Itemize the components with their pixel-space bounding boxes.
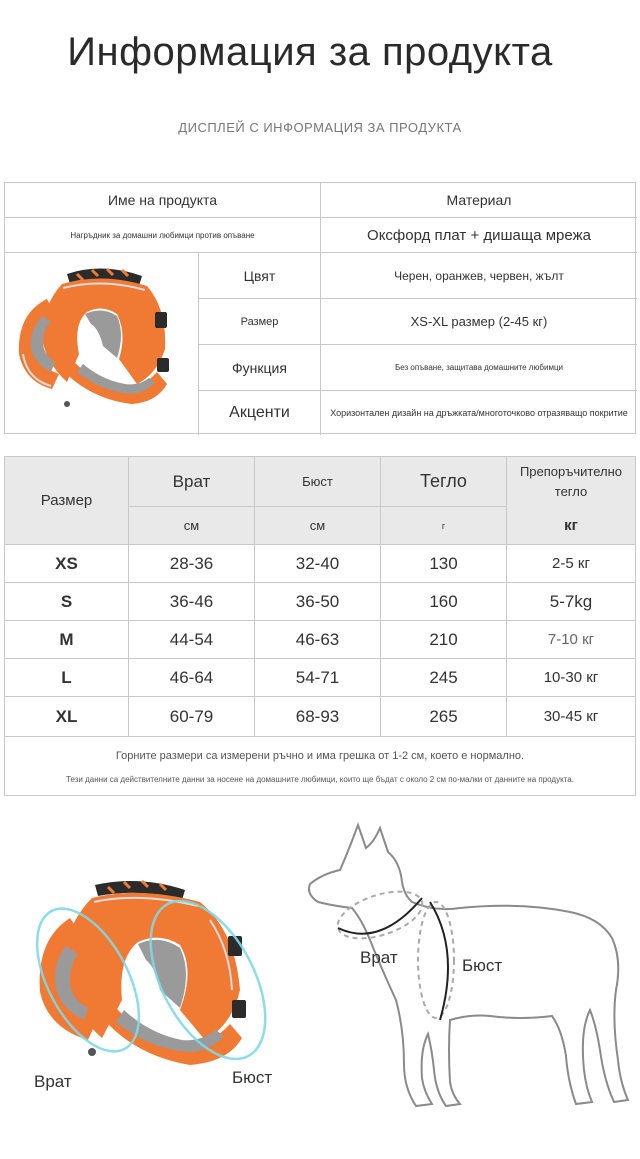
neck-xs: 28-36 — [129, 545, 255, 583]
page-subtitle: ДИСПЛЕЙ С ИНФОРМАЦИЯ ЗА ПРОДУКТА — [178, 120, 462, 135]
page-title: Информация за продукта — [67, 30, 553, 74]
size-l: L — [5, 659, 129, 697]
harness-neck-label: Врат — [34, 1072, 72, 1091]
neck-xl: 60-79 — [129, 697, 255, 737]
neck-m: 44-54 — [129, 621, 255, 659]
recommended-unit: кг — [507, 507, 635, 545]
product-name-value: Нагръдник за домашни любимци против опъване — [5, 218, 321, 253]
function-label: Функция — [199, 345, 321, 391]
neck-column-header: Врат — [129, 457, 255, 507]
bust-s: 36-50 — [255, 583, 381, 621]
harness-bust-label: Бюст — [232, 1068, 273, 1087]
size-s: S — [5, 583, 129, 621]
size-chart-table — [4, 456, 636, 796]
rec-m: 7-10 кг — [507, 621, 635, 659]
neck-s: 36-46 — [129, 583, 255, 621]
material-value: Оксфорд плат + дишаща мрежа — [321, 218, 637, 253]
weight-m: 210 — [381, 621, 507, 659]
rec-xl: 30-45 кг — [507, 697, 635, 737]
size-m: M — [5, 621, 129, 659]
bust-l: 54-71 — [255, 659, 381, 697]
rec-s: 5-7kg — [507, 583, 635, 621]
note-measurement-error: Горните размери са измерени ръчно и има грешка от 1-2 см, което е нормално. — [115, 750, 525, 762]
size-xs: XS — [5, 545, 129, 583]
size-column-header: Размер — [5, 457, 129, 545]
highlights-value: Хоризонтален дизайн на дръжката/многоточково отразяващо покритие — [330, 408, 628, 418]
harness-thumbnail — [5, 253, 199, 435]
size-value: XS-XL размер (2-45 кг) — [321, 299, 637, 345]
recommended-weight-header: Препоръчително тегло — [507, 457, 635, 507]
weight-column-header: Тегло — [381, 457, 507, 507]
color-value: Черен, оранжев, червен, жълт — [321, 253, 637, 299]
size-xl: XL — [5, 697, 129, 737]
color-label: Цвят — [199, 253, 321, 299]
highlights-label: Акценти — [199, 391, 321, 435]
function-value: Без опъване, защитава домашните любимци — [321, 345, 637, 391]
rec-xs: 2-5 кг — [507, 545, 635, 583]
product-name-header: Име на продукта — [5, 183, 321, 218]
bust-column-header: Бюст — [255, 457, 381, 507]
size-label: Размер — [199, 299, 321, 345]
dog-bust-label: Бюст — [462, 956, 503, 975]
neck-unit: см — [129, 507, 255, 545]
bust-xs: 32-40 — [255, 545, 381, 583]
bust-xl: 68-93 — [255, 697, 381, 737]
product-info-table — [4, 182, 636, 434]
dog-neck-label: Врат — [360, 948, 398, 967]
harness-measure-illustration — [0, 860, 300, 1090]
weight-s: 160 — [381, 583, 507, 621]
size-notes — [5, 737, 635, 795]
neck-l: 46-64 — [129, 659, 255, 697]
bust-unit: см — [255, 507, 381, 545]
material-header: Материал — [321, 183, 637, 218]
harness-image — [7, 254, 197, 434]
weight-l: 245 — [381, 659, 507, 697]
rec-l: 10-30 кг — [507, 659, 635, 697]
note-actual-data: Тези данни са действителните данни за носене на домашните любимци, които ще бъдат с около 2 см по-малки от данните на продукта. — [66, 775, 574, 784]
weight-unit: г — [381, 507, 507, 545]
bust-m: 46-63 — [255, 621, 381, 659]
weight-xs: 130 — [381, 545, 507, 583]
weight-xl: 265 — [381, 697, 507, 737]
